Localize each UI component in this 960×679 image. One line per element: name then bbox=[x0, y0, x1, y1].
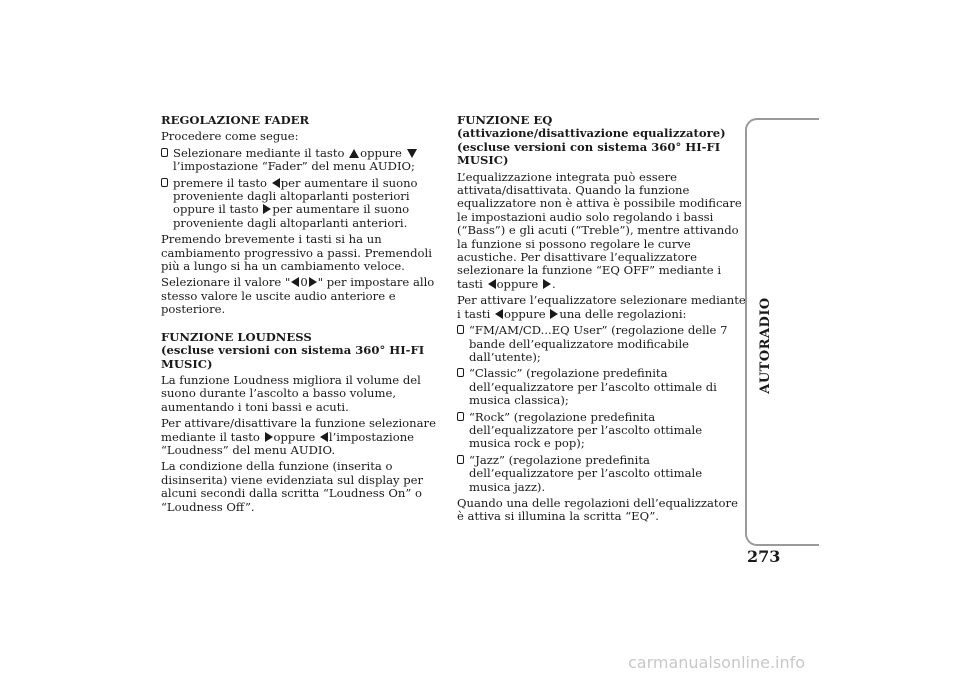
fader-bullet-2: premere il tasto per aumentare il suono proveniente dagli altoparlanti posteriori oppure il tasto per aumentare il suono proveniente dagli altoparlanti anteriori. bbox=[161, 177, 443, 231]
arrow-left-icon bbox=[488, 279, 496, 289]
section-tab-label: AUTORADIO bbox=[757, 296, 773, 394]
eq-paragraph-2: Per attivare l’equalizzatore selezionare mediante i tasti oppure una delle regolazioni: bbox=[457, 293, 746, 321]
checkbox-bullet-icon bbox=[457, 412, 464, 421]
eq-heading: FUNZIONE EQ bbox=[457, 113, 553, 127]
eq-subheading-2: (escluse versioni con sistema 360° HI-FI MUSIC) bbox=[457, 139, 721, 168]
fader-intro: Procedere come segue: bbox=[161, 129, 299, 144]
arrow-down-icon bbox=[407, 149, 417, 158]
fader-bullet-1: Selezionare mediante il tasto oppure l’impostazione “Fader” del menu AUDIO; bbox=[161, 147, 443, 174]
arrow-right-icon bbox=[263, 204, 271, 214]
arrow-right-icon bbox=[265, 432, 273, 442]
arrow-left-icon bbox=[320, 432, 328, 442]
eq-item: “Classic” (regolazione predefinita dell’equalizzatore per l’ascolto ottimale di musica classica); bbox=[457, 367, 747, 407]
arrow-left-icon bbox=[291, 277, 299, 287]
arrow-right-icon bbox=[550, 309, 558, 319]
page-number: 273 bbox=[747, 547, 781, 566]
arrow-up-icon bbox=[349, 149, 359, 158]
checkbox-bullet-icon bbox=[457, 368, 464, 377]
arrow-right-icon bbox=[543, 279, 551, 289]
left-column bbox=[161, 114, 443, 514]
arrow-right-icon bbox=[309, 277, 317, 287]
right-column bbox=[457, 114, 747, 524]
watermark: carmanualsonline.info bbox=[628, 653, 806, 672]
eq-item: “Jazz” (regolazione predefinita dell’equalizzatore per l’ascolto ottimale musica jazz). bbox=[457, 454, 747, 494]
arrow-left-icon bbox=[272, 178, 280, 188]
arrow-left-icon bbox=[495, 309, 503, 319]
eq-item: “Rock” (regolazione predefinita dell’equalizzatore per l’ascolto ottimale musica rock e pop); bbox=[457, 411, 747, 451]
eq-subheading-1: (attivazione/disattivazione equalizzatore) bbox=[457, 126, 726, 141]
checkbox-bullet-icon bbox=[457, 325, 464, 334]
loudness-paragraph-3: La condizione della funzione (inserita o disinserita) viene evidenziata sul display per alcuni secondi dalla scritta “Loudness On” o “Loudness Off”. bbox=[161, 459, 424, 514]
checkbox-bullet-icon bbox=[161, 148, 168, 157]
checkbox-bullet-icon bbox=[161, 178, 168, 187]
fader-heading: REGOLAZIONE FADER bbox=[161, 113, 310, 127]
checkbox-bullet-icon bbox=[457, 455, 464, 464]
eq-item: “FM/AM/CD...EQ User” (regolazione delle 7 bande dell’equalizzatore modificabile dall’utente); bbox=[457, 324, 747, 364]
loudness-paragraph-2: Per attivare/disattivare la funzione selezionare mediante il tasto oppure l’impostazione “Loudness” del menu AUDIO. bbox=[161, 416, 436, 457]
loudness-paragraph-1: La funzione Loudness migliora il volume del suono durante l’ascolto a basso volume, aumentando i toni bassi e acuti. bbox=[161, 372, 421, 414]
loudness-heading: FUNZIONE LOUDNESS bbox=[161, 329, 312, 344]
eq-paragraph-3: Quando una delle regolazioni dell’equalizzatore è attiva si illumina la scritta “EQ”. bbox=[457, 495, 738, 524]
fader-paragraph-1: Premendo brevemente i tasti si ha un cambiamento progressivo a passi. Premendoli più a lungo si ha un cambiamento veloce. bbox=[161, 232, 432, 274]
loudness-subheading: (escluse versioni con sistema 360° HI-FI MUSIC) bbox=[161, 343, 425, 371]
eq-paragraph-1: L’equalizzazione integrata può essere attivata/disattivata. Quando la funzione equalizzatore non è attiva è possibile modificare le impostazioni audio solo regolando i bassi (“Bass”) e gli acuti (“Treble”), mentre attivando la funzione si possono regolare le curve acustiche. Per disattivare l’equalizzatore selezionare la funzione “EQ OFF” mediante i tasti oppure . bbox=[457, 169, 742, 291]
fader-paragraph-2: Selezionare il valore " 0 " per impostare allo stesso valore le uscite audio anteriore e posteriore. bbox=[161, 275, 435, 317]
